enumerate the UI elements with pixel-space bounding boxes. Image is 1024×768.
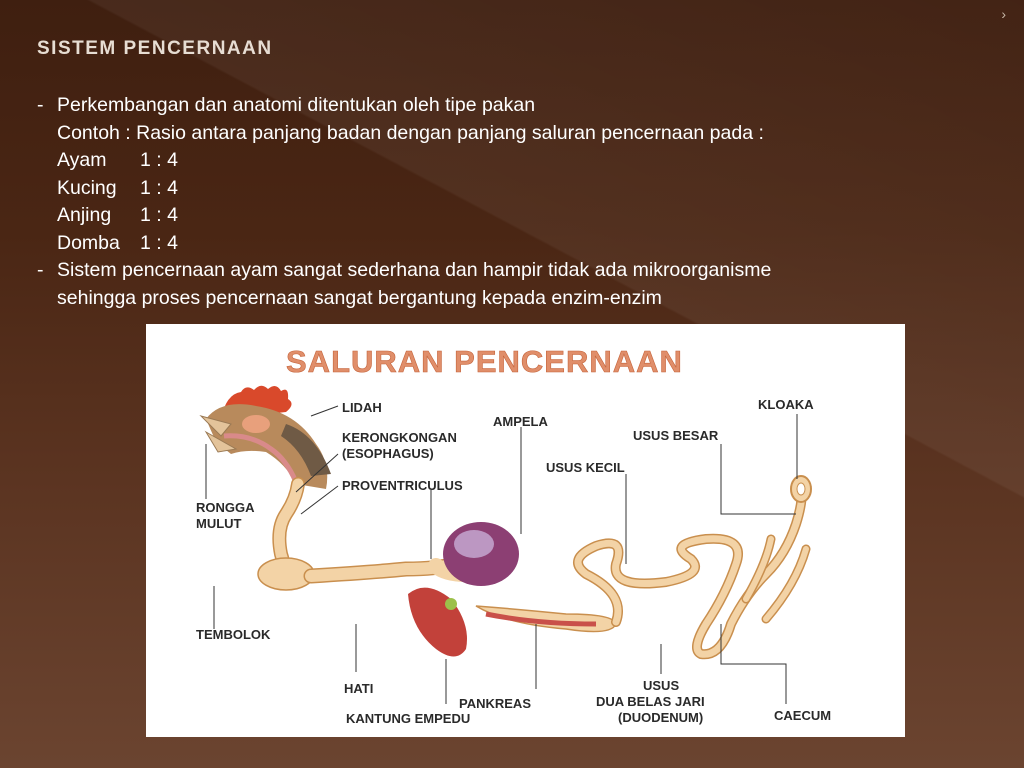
bullet-dash: - bbox=[37, 94, 44, 116]
ratio-animal: Kucing bbox=[57, 176, 117, 199]
chevron-icon: › bbox=[1001, 6, 1006, 22]
diagram-title: SALURAN PENCERNAAN bbox=[286, 344, 683, 379]
liver-hati bbox=[408, 588, 467, 657]
label-lidah: LIDAH bbox=[342, 400, 382, 415]
label-hati: HATI bbox=[344, 681, 374, 696]
ratio-animal: Anjing bbox=[57, 204, 112, 226]
bullet-text: Contoh : Rasio antara panjang badan dengan panjang saluran pencernaan pada : bbox=[57, 121, 764, 144]
bullet-line bbox=[37, 92, 771, 120]
ratio-row bbox=[37, 147, 771, 175]
label-tembolok: TEMBOLOK bbox=[196, 627, 271, 642]
label-kerongkongan: KERONGKONGAN bbox=[342, 430, 457, 445]
bullet-line bbox=[37, 285, 771, 313]
ratio-value: 1 : 4 bbox=[140, 176, 178, 199]
digestive-diagram-svg bbox=[146, 324, 905, 737]
label-usus-kecil: USUS KECIL bbox=[546, 460, 625, 475]
ratio-row bbox=[37, 175, 771, 203]
label-caecum: CAECUM bbox=[774, 708, 832, 723]
label-mulut: MULUT bbox=[196, 516, 242, 531]
chicken-head-illustration bbox=[201, 386, 331, 489]
label-ampela: AMPELA bbox=[493, 414, 548, 429]
bullet-text: Perkembangan dan anatomi ditentukan oleh tipe pakan bbox=[57, 94, 536, 116]
gallbladder bbox=[445, 598, 457, 610]
slide-title: SISTEM PENCERNAAN bbox=[37, 38, 273, 59]
ratio-value: 1 : 4 bbox=[140, 204, 178, 226]
label-usus: USUS bbox=[643, 678, 680, 693]
label-pankreas: PANKREAS bbox=[459, 696, 531, 711]
label-esophagus: (ESOPHAGUS) bbox=[342, 446, 434, 461]
label-rongga: RONGGA bbox=[196, 500, 255, 515]
bullet-line bbox=[37, 257, 771, 285]
bullet-dash: - bbox=[37, 259, 44, 281]
label-dua-belas-jari: DUA BELAS JARI bbox=[596, 694, 705, 709]
ratio-row bbox=[37, 230, 771, 258]
digestive-diagram-image bbox=[146, 324, 905, 737]
ratio-value: 1 : 4 bbox=[140, 149, 178, 171]
label-proventriculus: PROVENTRICULUS bbox=[342, 478, 463, 493]
ratio-animal: Domba bbox=[57, 231, 120, 254]
bullet-text: Sistem pencernaan ayam sangat sederhana dan hampir tidak ada mikroorganisme bbox=[57, 259, 772, 281]
ratio-animal: Ayam bbox=[57, 149, 107, 171]
slide-body bbox=[37, 92, 771, 312]
label-duodenum: (DUODENUM) bbox=[618, 710, 704, 725]
digestive-tract bbox=[258, 476, 811, 657]
ratio-value: 1 : 4 bbox=[140, 231, 178, 254]
label-usus-besar: USUS BESAR bbox=[633, 428, 719, 443]
bullet-text: sehingga proses pencernaan sangat bergantung kepada enzim-enzim bbox=[57, 286, 662, 309]
bullet-line bbox=[37, 120, 771, 148]
ratio-row bbox=[37, 202, 771, 230]
label-kloaka: KLOAKA bbox=[758, 397, 814, 412]
label-kantung-empedu: KANTUNG EMPEDU bbox=[346, 711, 471, 726]
